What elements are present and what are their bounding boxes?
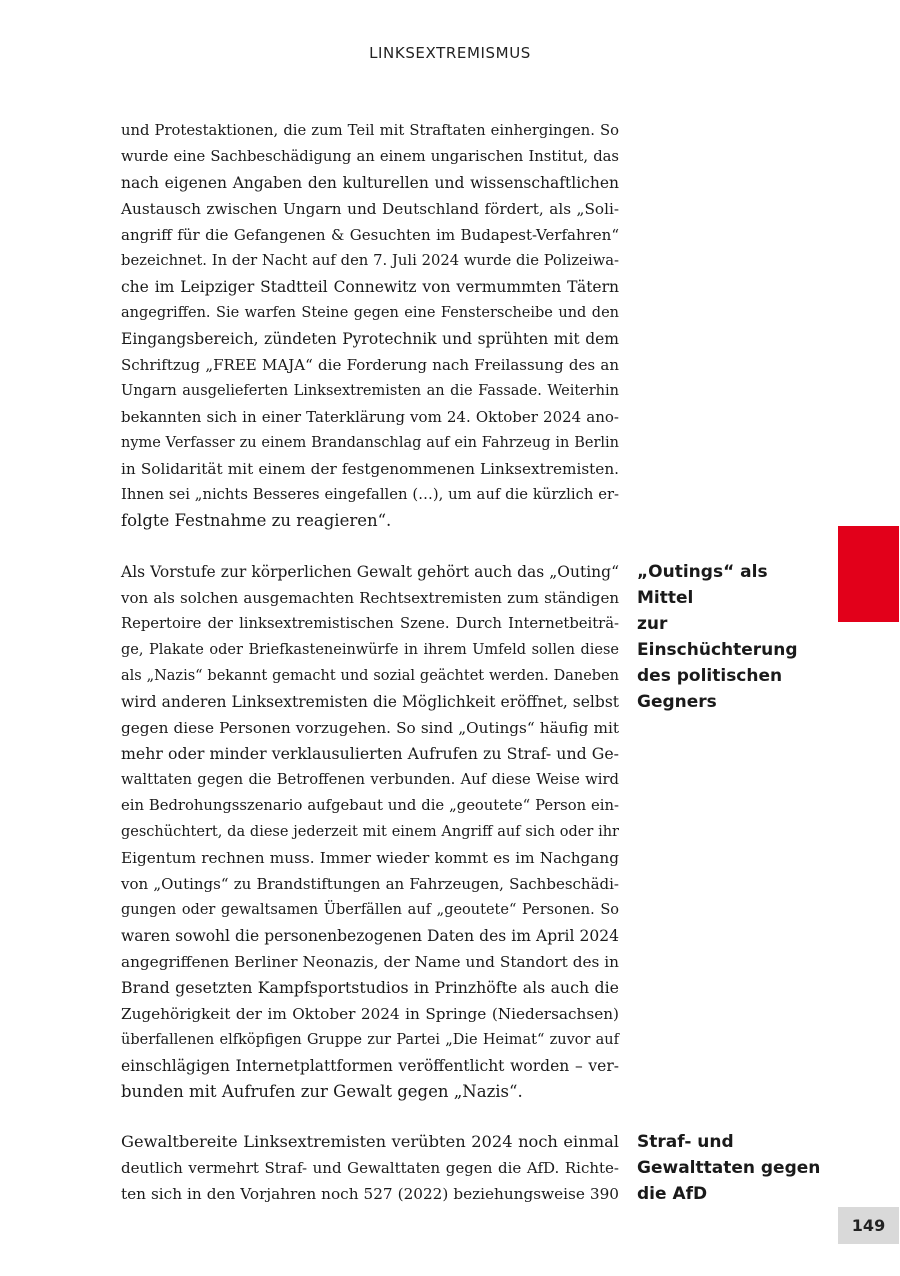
body-paragraph-3 [121,1129,619,1207]
sidenote-line: Gewalttaten gegen [637,1158,821,1178]
text-line: von „Outings“ zu Brandstiftungen an Fahrzeugen, Sachbeschädi- [121,875,619,893]
text-line: Austausch zwischen Ungarn und Deutschland fördert, als „Soli- [121,200,619,218]
text-line: Eigentum rechnen muss. Immer wieder kommt es im Nachgang [121,849,619,867]
text-line: ten sich in den Vorjahren noch 527 (2022) beziehungsweise 390 [121,1185,619,1203]
text-line: waren sowohl die personenbezogenen Daten des im April 2024 [121,927,619,945]
text-line: Eingangsbereich, zündeten Pyrotechnik und sprühten mit dem [121,330,619,348]
text-line: bezeichnet. In der Nacht auf den 7. Juli 2024 wurde die Polizeiwa- [121,252,619,269]
text-line: überfallenen elfköpfigen Gruppe zur Partei „Die Heimat“ zuvor auf [121,1032,619,1048]
text-line: ein Bedrohungsszenario aufgebaut und die „geoutete“ Person ein- [121,797,619,814]
text-line: in Solidarität mit einem der festgenommenen Linksextremisten. [121,460,619,478]
text-line: Als Vorstufe zur körperlichen Gewalt gehört auch das „Outing“ [121,563,619,581]
text-line: von als solchen ausgemachten Rechtsextremisten zum ständigen [121,589,619,607]
text-line: folgte Festnahme zu reagieren“. [121,511,392,530]
text-line: walttaten gegen die Betroffenen verbunden. Auf diese Weise wird [121,771,619,788]
sidenote-line: des politischen [637,666,783,686]
sidenote-line: Gegners [637,692,717,712]
sidenote-outings [637,559,827,715]
sidenote-line: zur Einschüchterung [637,614,798,660]
running-header: LINKSEXTREMISMUS [369,44,531,62]
sidenote-line: Straf- und [637,1132,734,1152]
text-line: gungen oder gewaltsamen Überfällen auf „geoutete“ Personen. So [121,902,619,918]
text-line: Ihnen sei „nichts Besseres eingefallen (…), um auf die kürzlich er- [121,486,619,503]
text-line: gegen diese Personen vorzugehen. So sind „Outings“ häufig mit [121,719,619,737]
text-line: angriff für die Gefangenen & Gesuchten im Budapest-Verfahren“ [121,226,619,244]
text-line: Schriftzug „FREE MAJA“ die Forderung nach Freilassung des an [121,356,619,374]
text-line: und Protestaktionen, die zum Teil mit Straftaten einhergingen. So [121,122,619,139]
sidenote-line: „Outings“ als Mittel [637,562,768,608]
sidenote-afd [637,1129,827,1207]
body-paragraph-2 [121,559,619,1105]
text-line: einschlägigen Internetplattformen veröffentlicht worden – ver- [121,1057,619,1075]
text-line: geschüchtert, da diese jederzeit mit einem Angriff auf sich oder ihr [121,824,619,840]
text-line: als „Nazis“ bekannt gemacht und sozial geächtet werden. Daneben [121,668,619,684]
page-number: 149 [838,1207,899,1244]
text-line: che im Leipziger Stadtteil Connewitz von vermummten Tätern [121,278,619,296]
text-line: nyme Verfasser zu einem Brandanschlag auf ein Fahrzeug in Berlin [121,435,619,451]
text-line: deutlich vermehrt Straf- und Gewalttaten gegen die AfD. Richte- [121,1159,619,1177]
text-line: wurde eine Sachbeschädigung an einem ungarischen Institut, das [121,148,619,165]
text-line: Repertoire der linksextremistischen Szene. Durch Internetbeiträ- [121,615,619,632]
text-line: mehr oder minder verklausulierten Aufrufen zu Straf- und Ge- [121,744,619,763]
text-line: Brand gesetzten Kampfsportstudios in Prinzhöfte als auch die [121,978,619,997]
text-line: angegriffen. Sie warfen Steine gegen eine Fensterscheibe und den [121,305,619,321]
text-line: Zugehörigkeit der im Oktober 2024 in Springe (Niedersachsen) [121,1005,619,1023]
section-tab-marker [838,526,899,622]
text-line: Gewaltbereite Linksextremisten verübten 2024 noch einmal [121,1132,619,1151]
sidenote-line: die AfD [637,1184,708,1204]
text-line: Ungarn ausgelieferten Linksextremisten an die Fassade. Weiterhin [121,383,619,399]
text-line: nach eigenen Angaben den kulturellen und wissenschaftlichen [121,174,619,192]
text-line: ge, Plakate oder Briefkasteneinwürfe in ihrem Umfeld sollen diese [121,642,619,658]
text-line: bekannten sich in einer Taterklärung vom 24. Oktober 2024 ano- [121,408,619,426]
body-paragraph-1 [121,118,619,534]
text-line: bunden mit Aufrufen zur Gewalt gegen „Nazis“. [121,1082,523,1101]
text-line: angegriffenen Berliner Neonazis, der Name und Standort des in [121,953,619,971]
text-line: wird anderen Linksextremisten die Möglichkeit eröffnet, selbst [121,693,619,711]
